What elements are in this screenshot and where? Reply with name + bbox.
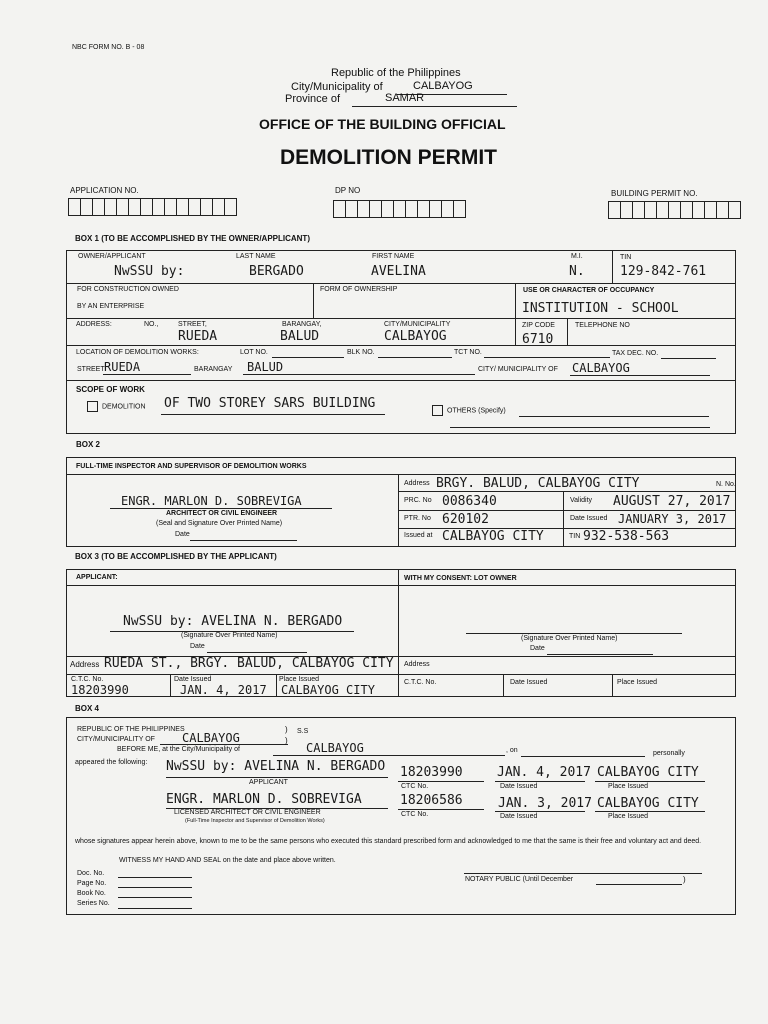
box4-city-label: CITY/MUNICIPALITY OF (77, 736, 155, 743)
box2-tin-label: TIN (569, 533, 581, 540)
box4-applicant-name[interactable]: NwSSU by: AVELINA N. BERGADO (166, 759, 386, 774)
city-label: City/Municipality of (291, 81, 383, 93)
application-no-label: APPLICATION NO. (70, 186, 139, 195)
others-label: OTHERS (Specify) (447, 407, 506, 415)
lot-label: LOT NO. (240, 349, 268, 356)
mi-value[interactable]: N. (569, 264, 585, 279)
box4-heading: BOX 4 (75, 704, 100, 713)
box2-tin-no-label: N. No. (716, 481, 736, 488)
ptr-label: PTR. No (404, 515, 431, 522)
city-value: CALBAYOG (413, 80, 473, 92)
mi-label: M.I. (571, 253, 583, 260)
consent-label: WITH MY CONSENT: LOT OWNER (404, 575, 517, 582)
dp-no-label: DP NO (335, 186, 361, 195)
republic-label: Republic of the Philippines (331, 67, 461, 79)
notary-label: NOTARY PUBLIC (Until December (465, 876, 574, 883)
others-checkbox[interactable] (432, 405, 443, 416)
box4-date-label-2: Date Issued (500, 813, 538, 820)
others-option[interactable] (432, 405, 506, 416)
date-issued-label-box2: Date Issued (570, 515, 608, 522)
box4-applicant-label: APPLICANT (249, 779, 288, 786)
box2-tin-value[interactable]: 932-538-563 (583, 529, 670, 544)
ptr-value[interactable]: 620102 (442, 512, 489, 527)
form-number: NBC FORM NO. B - 08 (72, 44, 145, 51)
address-label: ADDRESS: (76, 321, 112, 328)
validity-label: Validity (570, 497, 593, 504)
box4-applicant-ctc[interactable]: 18203990 (400, 765, 463, 780)
last-name-value[interactable]: BERGADO (249, 264, 304, 279)
issued-at-label: Issued at (404, 532, 433, 539)
building-permit-no-label: BUILDING PERMIT NO. (611, 189, 698, 198)
box3-address-label: Address (70, 660, 100, 669)
barangay2-value[interactable]: BALUD (247, 360, 284, 374)
box4-engineer-sublabel: (Full-Time Inspector and Supervisor of Demolition Works) (185, 818, 325, 824)
bracket-bottom: ) (285, 736, 288, 745)
barangay-label: BARANGAY, (282, 321, 322, 328)
page-title: DEMOLITION PERMIT (280, 146, 497, 169)
box4-applicant-date[interactable]: JAN. 4, 2017 (497, 765, 591, 780)
box3-date-label-right: Date (530, 645, 545, 652)
street-value[interactable]: RUEDA (178, 329, 218, 344)
telephone-label: TELEPHONE NO (575, 322, 630, 329)
box4-applicant-place[interactable]: CALBAYOG CITY (597, 765, 699, 780)
acknowledgment-text: whose signatures appear herein above, known to me to be the same persons who executed this standard prescribed form and acknowledged to me that the same is their free and voluntary act and deed. (75, 838, 702, 845)
box4-engineer-place[interactable]: CALBAYOG CITY (597, 796, 699, 811)
date-issued-label-left: Date Issued (174, 676, 212, 683)
province-label: Province of (285, 93, 341, 105)
date-issued-label-right: Date Issued (510, 679, 548, 686)
tct-label: TCT NO. (454, 349, 482, 356)
engineer-name[interactable]: ENGR. MARLON D. SOBREVIGA (121, 494, 302, 508)
first-name-value[interactable]: AVELINA (371, 264, 426, 279)
box4-republic: REPUBLIC OF THE PHILIPPINES (77, 726, 185, 733)
box3-applicant-name[interactable]: NwSSU by: AVELINA N. BERGADO (123, 614, 343, 629)
appeared-label: appeared the following: (75, 759, 148, 766)
demolition-checkbox[interactable] (87, 401, 98, 412)
street2-label: STREET (77, 366, 105, 373)
box2-address-label: Address (404, 480, 430, 487)
ctc-label-right: C.T.C. No. (404, 679, 437, 686)
place-issued-value-left[interactable]: CALBAYOG CITY (281, 683, 375, 697)
box3-signature-label-left: (Signature Over Printed Name) (181, 632, 278, 639)
box4-engineer-label: LICENSED ARCHITECT OR CIVIL ENGINEER (174, 809, 321, 816)
tin-label: TIN (620, 254, 632, 261)
architect-label: ARCHITECT OR CIVIL ENGINEER (166, 510, 278, 517)
ss-label: S.S (297, 728, 309, 735)
box3-address-label-right: Address (404, 661, 430, 668)
city2-value[interactable]: CALBAYOG (572, 361, 630, 375)
application-no-field[interactable] (68, 198, 237, 216)
box4-date-label-1: Date Issued (500, 783, 538, 790)
bracket-top: ) (285, 725, 288, 734)
first-name-label: FIRST NAME (372, 253, 415, 260)
province-value: SAMAR (385, 92, 425, 104)
box4-place-label-1: Place Issued (608, 783, 649, 790)
office-title: OFFICE OF THE BUILDING OFFICIAL (259, 116, 506, 132)
inspector-label: FULL-TIME INSPECTOR AND SUPERVISOR OF DEMOLITION WORKS (76, 463, 307, 470)
box4-ctc-label-2: CTC No. (401, 811, 429, 818)
validity-value[interactable]: AUGUST 27, 2017 (613, 494, 731, 509)
before-me-label: BEFORE ME, at the City/Municipality of (117, 746, 240, 753)
box2-address-value[interactable]: BRGY. BALUD, CALBAYOG CITY (436, 476, 640, 491)
issued-at-value[interactable]: CALBAYOG CITY (442, 529, 544, 544)
box3-date-label-left: Date (190, 643, 205, 650)
seal-label: (Seal and Signature Over Printed Name) (156, 520, 283, 527)
date-issued-value-box2[interactable]: JANUARY 3, 2017 (618, 512, 727, 526)
street2-value[interactable]: RUEDA (104, 360, 141, 374)
demolition-label: DEMOLITION (102, 403, 146, 411)
use-value[interactable]: INSTITUTION - SCHOOL (522, 301, 679, 316)
dp-no-field[interactable] (333, 200, 466, 218)
construction-label-1: FOR CONSTRUCTION OWNED (77, 286, 179, 293)
tin-value[interactable]: 129-842-761 (620, 264, 707, 279)
city2-label: CITY/ MUNICIPALITY OF (478, 366, 558, 373)
location-label: LOCATION OF DEMOLITION WORKS: (76, 349, 199, 356)
box4-city-value[interactable]: CALBAYOG (182, 731, 240, 745)
owner-value[interactable]: NwSSU by: (114, 264, 185, 279)
zip-label: ZIP CODE (522, 322, 555, 329)
no-label: NO., (144, 321, 159, 328)
personally-label: personally (653, 750, 685, 757)
box1-heading: BOX 1 (TO BE ACCOMPLISHED BY THE OWNER/APPLICANT) (75, 234, 310, 243)
prc-label: PRC. No (404, 497, 432, 504)
demolition-value[interactable]: OF TWO STOREY SARS BUILDING (164, 396, 376, 411)
scope-label: SCOPE OF WORK (76, 385, 145, 394)
barangay2-label: BARANGAY (194, 366, 233, 373)
place-issued-label-left: Place Issued (279, 676, 320, 683)
ctc-value-left[interactable]: 18203990 (71, 683, 129, 697)
taxdec-label: TAX DEC. NO. (612, 350, 659, 357)
ctc-label-left: C.T.C. No. (71, 676, 104, 683)
page-no-label: Page No. (77, 880, 107, 887)
date-label-box2: Date (175, 531, 190, 538)
notary-bracket: ) (683, 875, 686, 884)
box2-heading: BOX 2 (76, 440, 101, 449)
applicant-label: APPLICANT: (76, 574, 118, 581)
owner-label: OWNER/APPLICANT (78, 253, 146, 260)
box3-signature-label-right: (Signature Over Printed Name) (521, 635, 618, 642)
box4-engineer-ctc[interactable]: 18206586 (400, 793, 463, 808)
barangay-value[interactable]: BALUD (280, 329, 320, 344)
street-label: STREET, (178, 321, 207, 328)
box4-engineer-date[interactable]: JAN. 3, 2017 (498, 796, 592, 811)
doc-no-label: Doc. No. (77, 870, 105, 877)
witness-text: WITNESS MY HAND AND SEAL on the date and place above written. (119, 857, 336, 864)
use-label: USE OR CHARACTER OF OCCUPANCY (523, 287, 655, 294)
box4-engineer-name[interactable]: ENGR. MARLON D. SOBREVIGA (166, 792, 362, 807)
place-issued-label-right: Place Issued (617, 679, 658, 686)
building-permit-no-field[interactable] (608, 201, 741, 219)
construction-label-2: BY AN ENTERPRISE (77, 303, 145, 310)
blk-label: BLK NO. (347, 349, 375, 356)
box3-heading: BOX 3 (TO BE ACCOMPLISHED BY THE APPLICANT) (75, 552, 277, 561)
demolition-option[interactable] (87, 401, 146, 412)
zip-value[interactable]: 6710 (522, 332, 554, 347)
book-no-label: Book No. (77, 890, 106, 897)
on-label: , on (506, 747, 518, 754)
ownership-label: FORM OF OWNERSHIP (320, 286, 398, 293)
prc-value[interactable]: 0086340 (442, 494, 497, 509)
city-value-box1[interactable]: CALBAYOG (384, 329, 447, 344)
series-no-label: Series No. (77, 900, 110, 907)
box4-place-label-2: Place Issued (608, 813, 649, 820)
city-municipality-label: CITY/MUNICIPALITY (384, 321, 451, 328)
before-city-value[interactable]: CALBAYOG (306, 741, 364, 755)
last-name-label: LAST NAME (236, 253, 276, 260)
date-issued-value-left[interactable]: JAN. 4, 2017 (180, 683, 267, 697)
box3-address-value[interactable]: RUEDA ST., BRGY. BALUD, CALBAYOG CITY (104, 656, 394, 671)
box4-ctc-label-1: CTC No. (401, 783, 429, 790)
